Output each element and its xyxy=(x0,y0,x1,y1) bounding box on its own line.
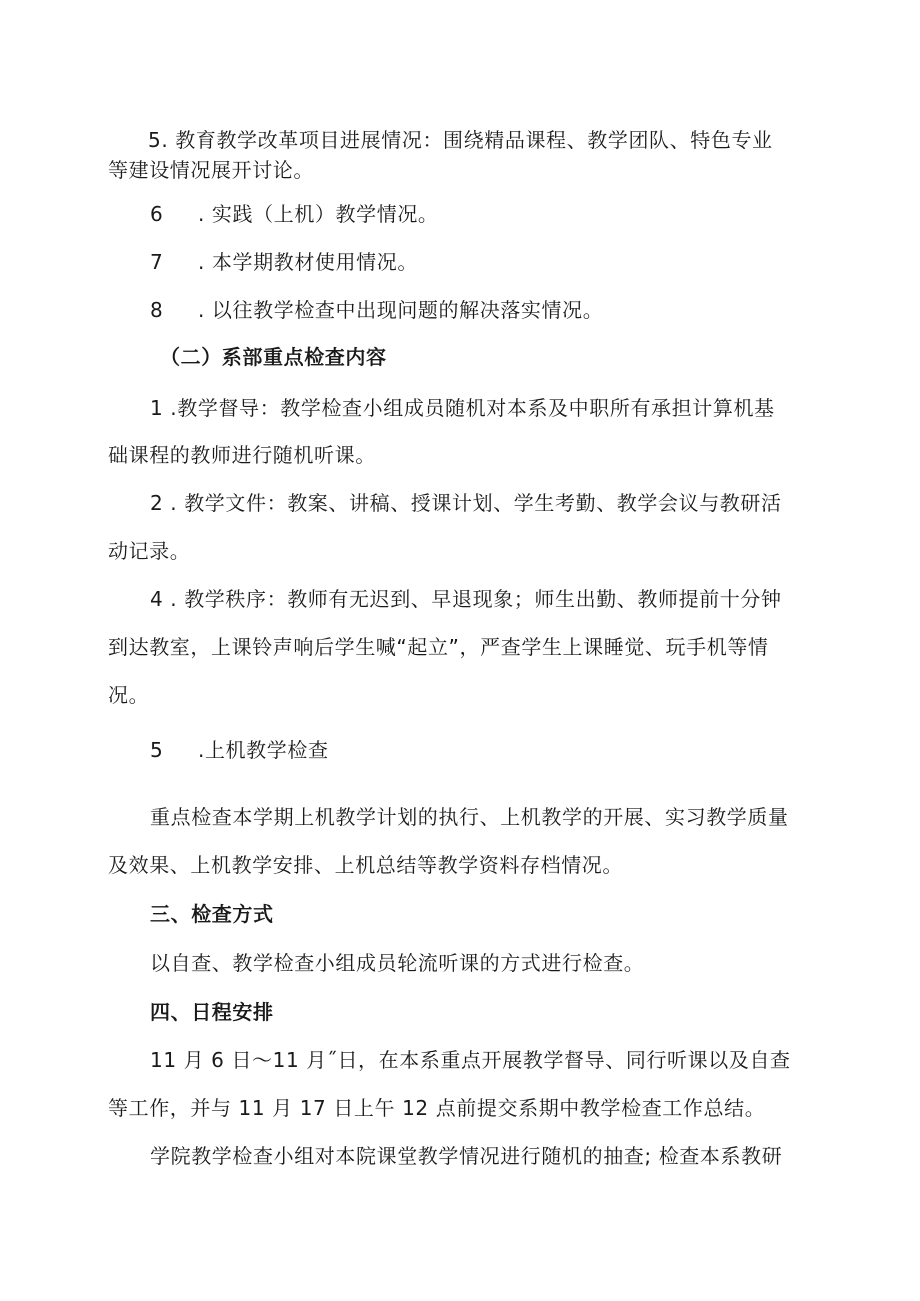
section4-heading: 四、日程安排 xyxy=(150,1000,274,1024)
section2-heading: （二）系部重点检查内容 xyxy=(160,345,387,369)
s2-item5-number: 5 xyxy=(150,738,164,762)
section3-text: 以自查、教学检查小组成员轮流听课的方式进行检查。 xyxy=(150,951,645,975)
s2-item5-para-line1: 重点检查本学期上机教学计划的执行、上机教学的开展、实习教学质量 xyxy=(150,805,789,829)
item8-number: 8 xyxy=(150,298,164,322)
item6-number: 6 xyxy=(150,202,164,226)
section4-line2: 等工作，并与 11 月 17 日上午 12 点前提交系期中教学检查工作总结。 xyxy=(108,1096,766,1120)
section4-line1: 11 月 6 日～11 月˝日，在本系重点开展教学督导、同行听课以及自查 xyxy=(150,1048,791,1072)
item7-text: . 本学期教材使用情况。 xyxy=(198,250,418,274)
section3-heading: 三、检查方式 xyxy=(150,902,274,926)
s2-item5-para-line2: 及效果、上机教学安排、上机总结等教学资料存档情况。 xyxy=(108,853,623,877)
item5-line2: 等建设情况展开讨论。 xyxy=(108,158,314,182)
item5-line1: 5. 教育教学改革项目进展情况：围绕精品课程、教学团队、特色专业 xyxy=(148,128,773,152)
s2-item4-line2: 到达教室，上课铃声响后学生喊“起立”，严查学生上课睡觉、玩手机等情 xyxy=(108,635,769,659)
s2-item5 xyxy=(150,736,329,764)
item8-text: . 以往教学检查中出现问题的解决落实情况。 xyxy=(198,298,604,322)
s2-item5-text: .上机教学检查 xyxy=(198,738,329,762)
s2-item1-line1: 1 .教学督导：教学检查小组成员随机对本系及中职所有承担计算机基 xyxy=(150,396,775,420)
section4-line3: 学院教学检查小组对本院课堂教学情况进行随机的抽查; 检查本系教研 xyxy=(150,1144,783,1168)
item7-number: 7 xyxy=(150,250,164,274)
item6 xyxy=(150,200,439,228)
item7 xyxy=(150,248,418,276)
item8 xyxy=(150,296,603,324)
s2-item1-line2: 础课程的教师进行随机听课。 xyxy=(108,443,376,467)
s2-item4-line3: 况。 xyxy=(108,683,150,707)
item6-text: . 实践（上机）教学情况。 xyxy=(198,202,439,226)
s2-item2-line1: 2 . 教学文件：教案、讲稿、授课计划、学生考勤、教学会议与教研活 xyxy=(150,491,782,515)
s2-item2-line2: 动记录。 xyxy=(108,539,191,563)
s2-item4-line1: 4 . 教学秩序：教师有无迟到、早退现象；师生出勤、教师提前十分钟 xyxy=(150,587,782,611)
